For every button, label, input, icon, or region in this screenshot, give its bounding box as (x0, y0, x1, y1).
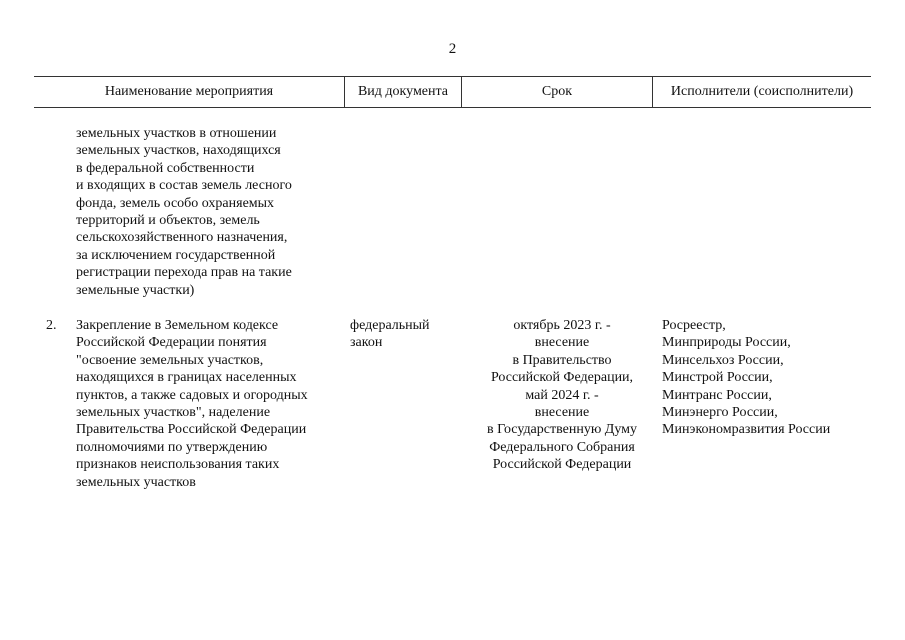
table-header (34, 76, 871, 108)
page-number: 2 (448, 41, 457, 57)
row-number: 2. (46, 318, 57, 333)
continuation-activity-text: земельных участков в отношении земельных участков, находящихся в федеральной собственности и входящих в состав земель лесного фонда, земель особо охраняемых территорий и объектов, земель сельскохозяйственного назначения, за исключением государственной регистрации перехода прав на такие земельные участки) (76, 126, 292, 298)
header-activity-name: Наименование мероприятия (104, 84, 274, 99)
row-document-type: федеральный закон (350, 318, 430, 351)
header-deadline: Срок (541, 84, 573, 99)
row-activity-name: Закрепление в Земельном кодексе Российской Федерации понятия "освоение земельных участков, находящихся в границах населенных пунктов, а также садовых и огородных земельных участков", наделение Правительства Российской Федерации полномочиями по утверждению признаков неиспользования таких земельных участков (76, 318, 308, 490)
header-document-type: Вид документа (357, 84, 449, 99)
row-executors: Росреестр, Минприроды России, Минсельхоз России, Минстрой России, Минтранс России, Минэнерго России, Минэкономразвития России (662, 318, 831, 438)
row-deadline: октябрь 2023 г. - внесение в Правительство Российской Федерации, май 2024 г. - внесение в Государственную Думу Федерального Собрания Российской Федерации (486, 318, 638, 473)
header-executors: Исполнители (соисполнители) (670, 84, 854, 99)
